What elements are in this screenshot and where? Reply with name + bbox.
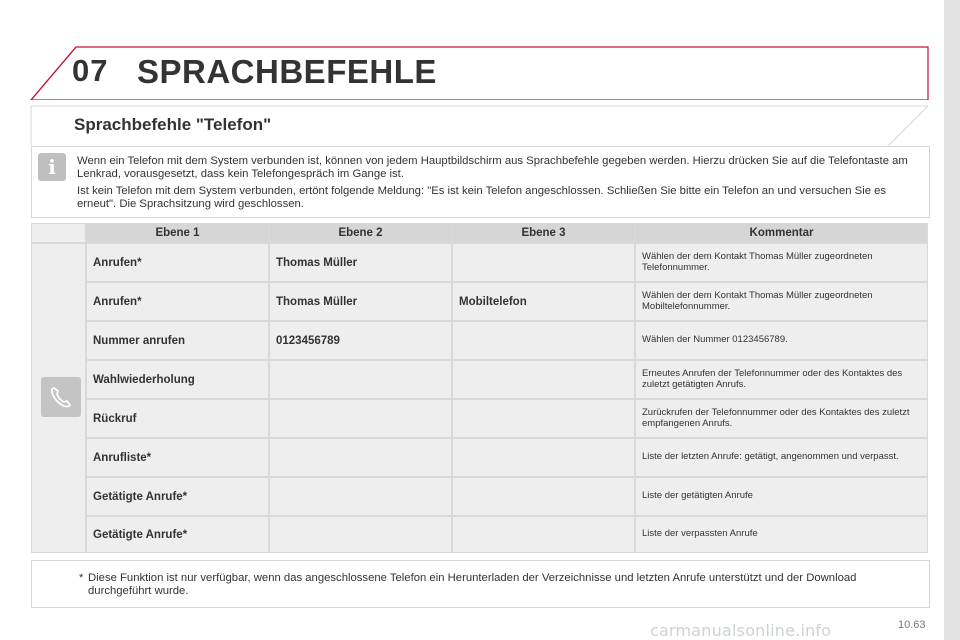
table-cell-ebene-3 [453,361,634,398]
table-cell-ebene-3 [453,517,634,552]
table-cell-ebene-2: 0123456789 [270,322,451,359]
table-cell-ebene-1: Getätigte Anrufe* [87,517,268,552]
footnote [79,572,918,598]
info-paragraph: Ist kein Telefon mit dem System verbunden, ertönt folgende Meldung: "Es ist kein Telefon angeschlossen. Schließen Sie bitte ein Telefon an und versuchen Sie es erneut". Die Sprachsitzung wird geschlossen. [77,185,887,210]
table-cell-ebene-3: Mobiltelefon [453,283,634,320]
table-cell-ebene-1: Anrufen* [87,283,268,320]
chapter-title: SPRACHBEFEHLE [137,53,437,90]
table-cell-kommentar: Liste der getätigten Anrufe [636,478,927,515]
table-cell-kommentar: Zurückrufen der Telefonnummer oder des Kontaktes des zuletzt empfangenen Anrufs. [636,400,927,437]
table-cell-kommentar: Liste der verpassten Anrufe [636,517,927,552]
table-cell-ebene-2: Thomas Müller [270,283,451,320]
table-cell-ebene-3 [453,244,634,281]
watermark: carmanualsonline.info [650,621,832,640]
table-header-ebene-2: Ebene 2 [270,224,451,242]
section-title: Sprachbefehle "Telefon" [74,115,272,134]
table-cell-ebene-1: Anrufen* [87,244,268,281]
table-corner-cell [32,224,85,242]
info-box [31,146,930,218]
table-cell-kommentar: Wählen der dem Kontakt Thomas Müller zugeordneten Mobiltelefonnummer. [636,283,927,320]
table-cell-ebene-1: Rückruf [87,400,268,437]
footnote-text: Diese Funktion ist nur verfügbar, wenn das angeschlossene Telefon ein Herunterladen der Verzeichnisse und letzten Anrufe unterstützt und der Download durchgeführt wurde. [88,572,857,597]
table-cell-ebene-1: Nummer anrufen [87,322,268,359]
table-cell-ebene-3 [453,400,634,437]
table-cell-ebene-2: Thomas Müller [270,244,451,281]
chapter-number: 07 [72,53,109,88]
command-table [31,223,928,553]
table-header-kommentar: Kommentar [636,224,927,242]
table-header-ebene-3: Ebene 3 [453,224,634,242]
table-header-ebene-1: Ebene 1 [87,224,268,242]
table-cell-ebene-2 [270,517,451,552]
table-cell-ebene-3 [453,322,634,359]
table-cell-ebene-2 [270,400,451,437]
footnote-asterisk: * [79,572,84,584]
table-cell-ebene-2 [270,439,451,476]
table-cell-kommentar: Erneutes Anrufen der Telefonnummer oder des Kontaktes des zuletzt getätigten Anrufs. [636,361,927,398]
info-icon: i [38,153,66,181]
info-paragraph: Wenn ein Telefon mit dem System verbunden ist, können von jedem Hauptbildschirm aus Sprachbefehle gegeben werden. Hierzu drücken Sie auf die Telefontaste am Lenkrad, vorausgesetzt, dass kein Telefongespräch im Gange ist. [77,155,908,180]
table-cell-kommentar: Wählen der dem Kontakt Thomas Müller zugeordneten Telefonnummer. [636,244,927,281]
info-text [77,155,917,215]
table-cell-ebene-1: Wahlwiederholung [87,361,268,398]
page-number: 10.63 [898,619,926,631]
phone-column [32,244,85,552]
table-cell-kommentar: Liste der letzten Anrufe: getätigt, angenommen und verpasst. [636,439,927,476]
table-cell-kommentar: Wählen der Nummer 0123456789. [636,322,927,359]
table-cell-ebene-3 [453,478,634,515]
table-cell-ebene-1: Getätigte Anrufe* [87,478,268,515]
phone-icon [41,377,81,417]
table-cell-ebene-1: Anrufliste* [87,439,268,476]
table-cell-ebene-2 [270,361,451,398]
table-cell-ebene-2 [270,478,451,515]
table-cell-ebene-3 [453,439,634,476]
footnote-box [31,560,930,608]
